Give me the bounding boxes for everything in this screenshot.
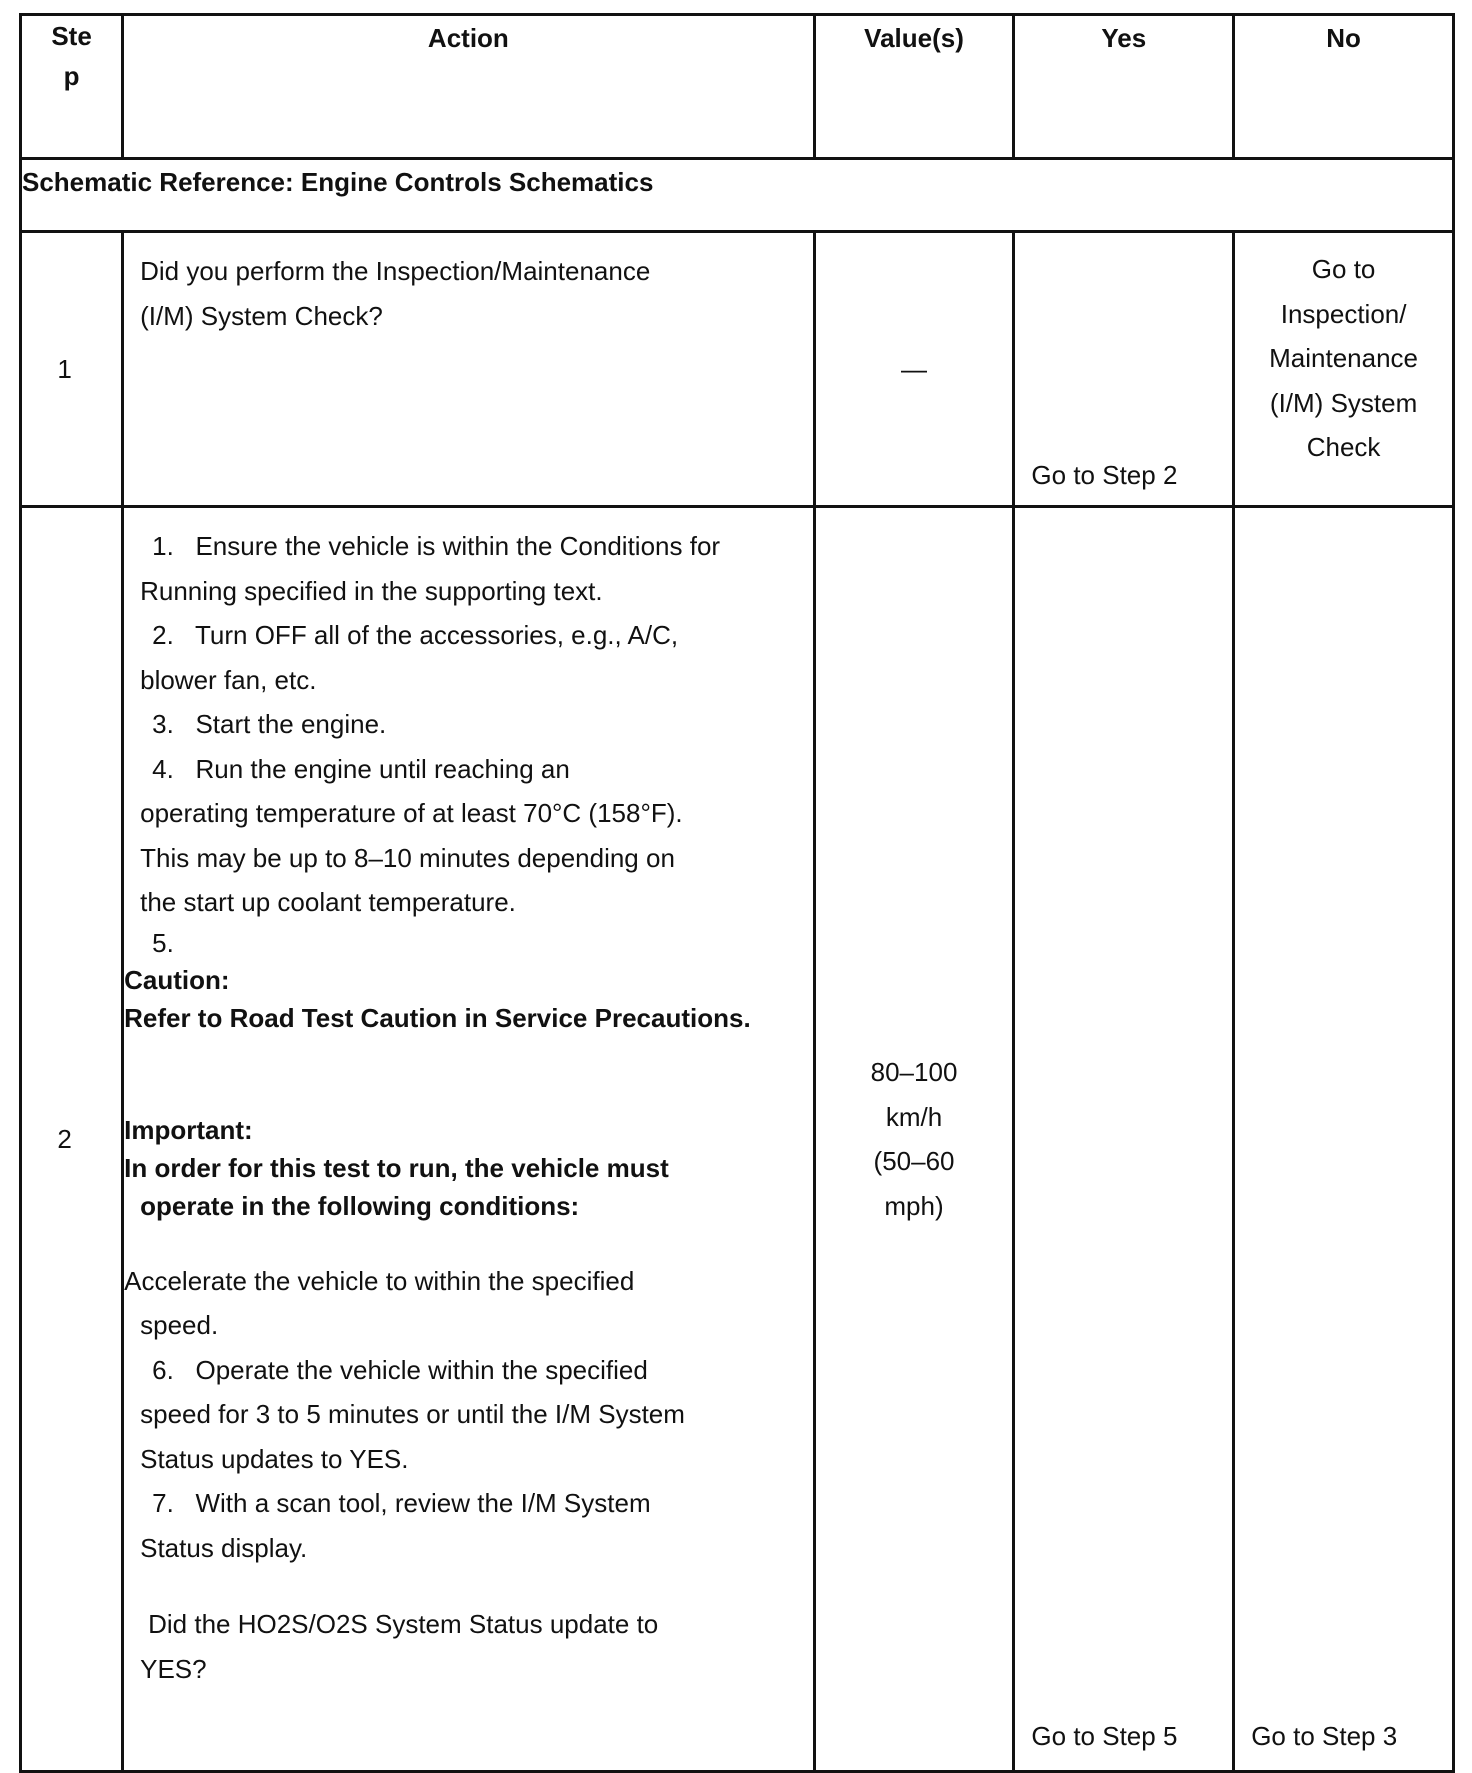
no-cell: Go to Step 3 bbox=[1234, 507, 1454, 1772]
action-line: speed. bbox=[140, 1310, 219, 1340]
value-cell bbox=[814, 507, 1014, 1772]
action-line: 2. Turn OFF all of the accessories, e.g., A/C, bbox=[152, 620, 679, 650]
schematic-reference-row bbox=[21, 159, 1454, 232]
action-line: This may be up to 8–10 minutes depending on bbox=[140, 842, 675, 873]
action-line: the start up coolant temperature. bbox=[140, 887, 516, 917]
action-line: 3. Start the engine. bbox=[152, 709, 387, 739]
action-line: 6. Operate the vehicle within the specified bbox=[152, 1354, 648, 1385]
no-text: Go to Inspection/ Maintenance (I/M) System Check bbox=[1269, 254, 1419, 462]
header-yes: Yes bbox=[1014, 15, 1234, 159]
action-line: 1. Ensure the vehicle is within the Conditions for bbox=[152, 531, 721, 561]
action-cell bbox=[123, 507, 815, 1772]
step-number: 2 bbox=[21, 507, 123, 1772]
header-action: Action bbox=[123, 15, 815, 159]
action-line: speed for 3 to 5 minutes or until the I/M System bbox=[140, 1399, 685, 1429]
caution-label: Caution: bbox=[124, 964, 230, 995]
caution-text: Refer to Road Test Caution in Service Precautions. bbox=[124, 1002, 751, 1033]
value-line: 80–100 bbox=[870, 1057, 958, 1087]
important-text: In order for this test to run, the vehicle must bbox=[124, 1152, 669, 1183]
yes-cell: Go to Step 5 bbox=[1014, 507, 1234, 1772]
header-row bbox=[21, 15, 1454, 159]
action-line: 5. bbox=[152, 927, 174, 958]
action-line: Accelerate the vehicle to within the specified bbox=[124, 1265, 635, 1296]
table-row bbox=[21, 232, 1454, 507]
question-line: Did the HO2S/O2S System Status update to bbox=[148, 1609, 659, 1639]
schematic-reference: Schematic Reference: Engine Controls Schematics bbox=[21, 159, 1454, 232]
action-line: Running specified in the supporting text. bbox=[140, 575, 603, 606]
action-line: blower fan, etc. bbox=[140, 664, 317, 695]
important-text: operate in the following conditions: bbox=[140, 1190, 580, 1221]
step-number: 1 bbox=[21, 232, 123, 507]
header-step: Step bbox=[21, 15, 123, 159]
action-cell bbox=[123, 232, 815, 507]
action-text: Did you perform the Inspection/Maintenance (I/M) System Check? bbox=[140, 256, 651, 331]
table-row bbox=[21, 507, 1454, 1772]
no-cell bbox=[1234, 232, 1454, 507]
header-values: Value(s) bbox=[814, 15, 1014, 159]
header-no: No bbox=[1234, 15, 1454, 159]
question-line: YES? bbox=[140, 1653, 207, 1684]
value-cell: — bbox=[814, 232, 1014, 507]
important-label: Important: bbox=[124, 1114, 253, 1145]
value-line: mph) bbox=[884, 1190, 944, 1221]
value-line: (50–60 bbox=[873, 1146, 955, 1176]
diagnostic-table bbox=[19, 13, 1455, 1773]
value-line: km/h bbox=[885, 1101, 943, 1132]
action-line: 4. Run the engine until reaching an bbox=[152, 753, 570, 784]
action-line: operating temperature of at least 70°C (158°F). bbox=[140, 798, 683, 828]
action-line: Status display. bbox=[140, 1532, 308, 1563]
action-line: 7. With a scan tool, review the I/M System bbox=[152, 1488, 651, 1518]
action-line: Status updates to YES. bbox=[140, 1443, 409, 1474]
yes-cell: Go to Step 2 bbox=[1014, 232, 1234, 507]
